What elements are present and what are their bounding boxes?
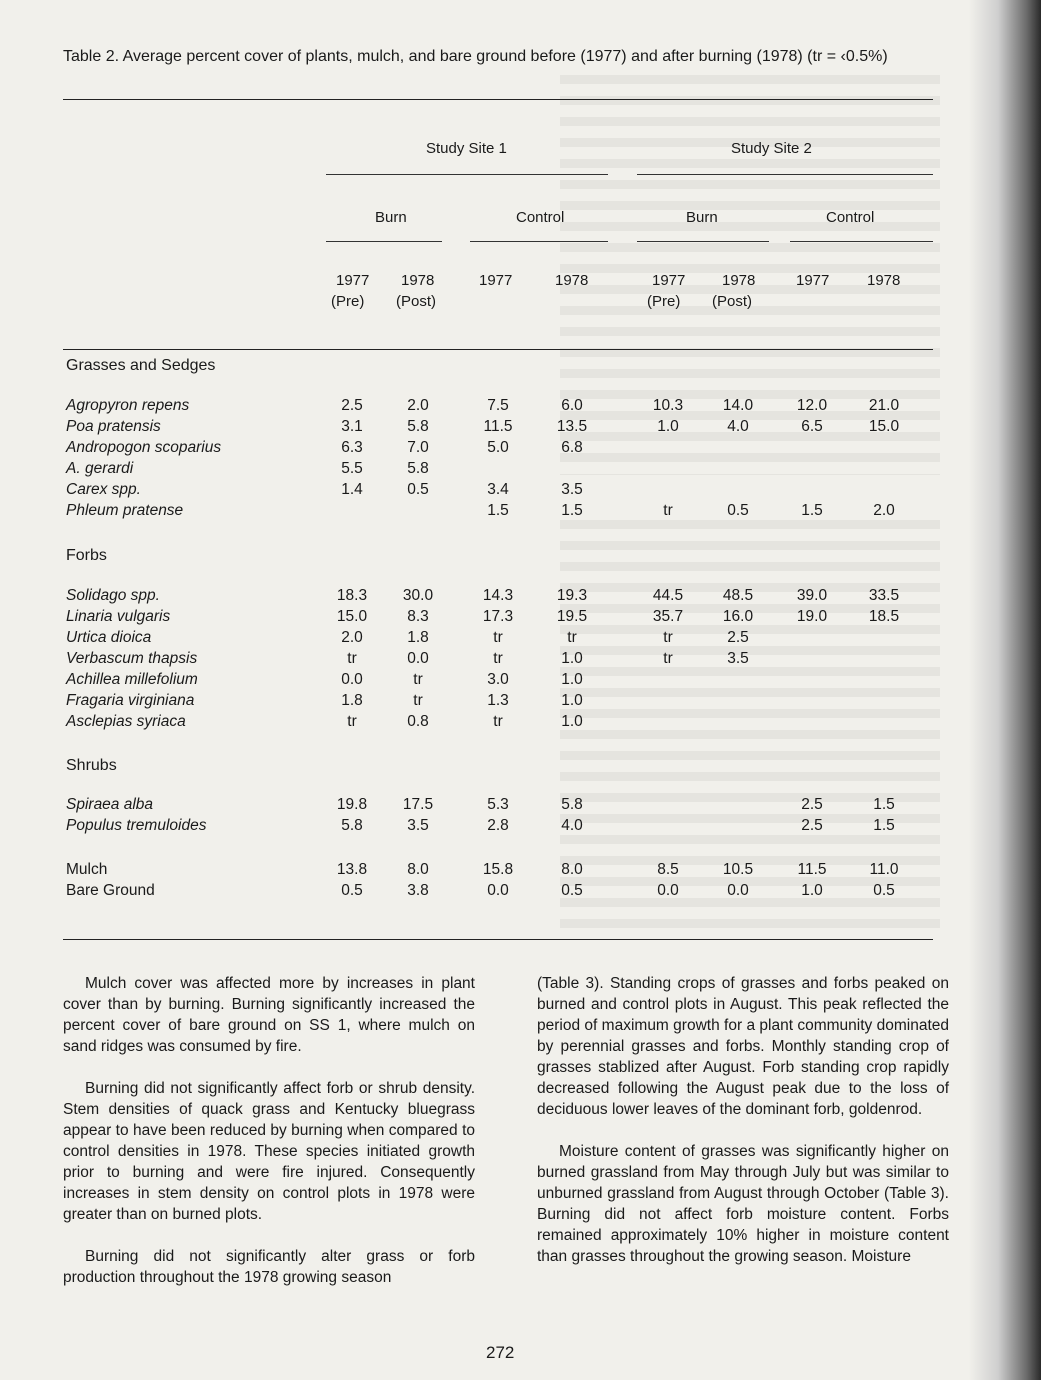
table-cell: 19.0 (796, 608, 828, 625)
burn1-underline (326, 241, 442, 242)
table-cell: 6.8 (561, 439, 583, 456)
table-cell: 6.3 (341, 439, 363, 456)
table-cell: 3.8 (407, 882, 429, 899)
table-cell: 1.8 (341, 692, 363, 709)
table-cell: 3.5 (727, 650, 749, 667)
table-cell: 1.5 (801, 502, 823, 519)
table-cell: 0.8 (407, 713, 429, 730)
table-cell: 4.0 (561, 817, 583, 834)
table-cell: 1.5 (873, 817, 895, 834)
table-row (0, 439, 1041, 460)
row-label: Phleum pratense (66, 502, 184, 519)
table-cell: 19.3 (556, 587, 588, 604)
table-cell: 0.5 (727, 502, 749, 519)
site2-underline (637, 174, 933, 175)
table-row (0, 397, 1041, 418)
table-row (0, 882, 1041, 903)
table-cell: 33.5 (868, 587, 900, 604)
left-column-text (63, 973, 475, 1309)
table-cell: tr (347, 650, 357, 667)
table-cell: 3.4 (487, 481, 509, 498)
table-cell: 39.0 (796, 587, 828, 604)
row-label: Andropogon scoparius (66, 439, 222, 456)
control1-underline (470, 241, 608, 242)
page-number: 272 (486, 1343, 515, 1362)
table-cell: 3.0 (487, 671, 509, 688)
row-label: Fragaria virginiana (66, 692, 195, 709)
table-cell: 5.5 (341, 460, 363, 477)
table-cell: 13.8 (336, 861, 368, 878)
table-cell: 2.0 (873, 502, 895, 519)
section-shrubs: Shrubs (66, 757, 117, 774)
table-caption: Table 2. Average percent cover of plants, mulch, and bare ground before (1977) and after burning (1978) (tr = ‹0.5%) (63, 48, 888, 65)
row-label: Carex spp. (66, 481, 141, 498)
label-pre-site2: (Pre) (647, 293, 681, 310)
header-control-site1: Control (516, 209, 565, 226)
table-cell: 0.0 (341, 671, 363, 688)
header-burn-site2: Burn (686, 209, 718, 226)
table-cell: 4.0 (727, 418, 749, 435)
header-burn-site1: Burn (375, 209, 407, 226)
table-cell: 10.5 (722, 861, 754, 878)
label-post-site2: (Post) (712, 293, 753, 310)
table-cell: 15.8 (482, 861, 514, 878)
header-study-site-1: Study Site 1 (426, 140, 507, 157)
table-cell: 19.8 (336, 796, 368, 813)
table-cell: 1.5 (873, 796, 895, 813)
year-1978-control2: 1978 (867, 272, 901, 289)
table-cell: 1.0 (561, 713, 583, 730)
table-cell: 7.0 (407, 439, 429, 456)
table-cell: 8.0 (561, 861, 583, 878)
table-cell: 17.5 (402, 796, 434, 813)
table-cell: 12.0 (796, 397, 828, 414)
table-cell: 11.0 (869, 861, 899, 878)
table-cell: 0.0 (727, 882, 749, 899)
row-label: Agropyron repens (66, 397, 190, 414)
table-cell: 5.8 (407, 460, 429, 477)
year-1978-burn2: 1978 (722, 272, 756, 289)
table-cell: tr (663, 650, 673, 667)
table-cell: 1.0 (657, 418, 679, 435)
left-paragraph: Burning did not significantly affect forb or shrub density. Stem densities of quack grass and Kentucky bluegrass appear to have been reduced by burning when compared to control densities in 1978. These species initiated growth prior to burning and were fire injured. Consequently increases in stem density on control plots in 1978 were greater than on burned plots. (63, 1080, 475, 1223)
table-cell: 1.0 (561, 692, 583, 709)
table-cell: 0.0 (657, 882, 679, 899)
table-cell: 1.0 (801, 882, 823, 899)
table-cell: 1.4 (341, 481, 363, 498)
row-label: Verbascum thapsis (66, 650, 198, 667)
right-paragraph: (Table 3). Standing crops of grasses and forbs peaked on burned and control plots in August. This peak reflected the period of maximum growth for a plant community dominated by perennial grasses and forbs. Monthly standing crop of grasses stablized after August. Forb standing crop rapidly decreased following the August peak due to the loss of deciduous lower leaves of the dominant forb, goldenrod. (537, 975, 949, 1118)
table-cell: tr (493, 650, 503, 667)
row-label: Spiraea alba (66, 796, 154, 813)
table-row (0, 502, 1041, 523)
table-cell: 1.0 (561, 650, 583, 667)
table-cell: 5.8 (561, 796, 583, 813)
year-1978-burn1: 1978 (401, 272, 435, 289)
table-cell: 3.5 (407, 817, 429, 834)
table-cell: 14.3 (482, 587, 514, 604)
table-cell: 7.5 (487, 397, 509, 414)
table-row (0, 608, 1041, 629)
year-1978-control1: 1978 (555, 272, 589, 289)
table-cell: 0.0 (487, 882, 509, 899)
label-post-site1: (Post) (396, 293, 437, 310)
table-cell: 2.5 (801, 817, 823, 834)
table-row (0, 650, 1041, 671)
table-cell: 0.5 (561, 882, 583, 899)
table-cell: 1.0 (561, 671, 583, 688)
section-forbs: Forbs (66, 547, 107, 564)
table-cell: 8.5 (657, 861, 679, 878)
row-label: Solidago spp. (66, 587, 160, 604)
table-cell: tr (567, 629, 577, 646)
table-cell: 11.5 (797, 861, 827, 878)
label-pre-site1: (Pre) (331, 293, 365, 310)
table-row (0, 671, 1041, 692)
table-cell: 1.5 (561, 502, 583, 519)
table-cell: 8.0 (407, 861, 429, 878)
header-control-site2: Control (826, 209, 875, 226)
table-cell: 6.0 (561, 397, 583, 414)
header-bottom-rule (63, 349, 933, 350)
row-label: Urtica dioica (66, 629, 152, 646)
table-cell: 15.0 (868, 418, 900, 435)
section-grasses-sedges: Grasses and Sedges (66, 357, 216, 374)
table-row (0, 713, 1041, 734)
table-cell: 35.7 (652, 608, 684, 625)
table-row (0, 692, 1041, 713)
table-cell: 2.0 (341, 629, 363, 646)
table-cell: tr (663, 629, 673, 646)
table-cell: 0.5 (341, 882, 363, 899)
left-paragraph: Burning did not significantly alter grass or forb production throughout the 1978 growing season (63, 1248, 475, 1286)
table-cell: 3.1 (341, 418, 363, 435)
table-top-rule (63, 99, 933, 100)
row-label: Bare Ground (66, 882, 155, 899)
table-row (0, 481, 1041, 502)
control2-underline (790, 241, 933, 242)
table-cell: 15.0 (336, 608, 368, 625)
row-label: A. gerardi (66, 460, 134, 477)
table-cell: 5.3 (487, 796, 509, 813)
row-label: Poa pratensis (66, 418, 161, 435)
table-row (0, 587, 1041, 608)
table-cell: 1.8 (407, 629, 429, 646)
header-study-site-2: Study Site 2 (731, 140, 812, 157)
table-cell: 0.5 (873, 882, 895, 899)
table-cell: tr (413, 671, 423, 688)
site1-underline (326, 174, 608, 175)
year-1977-burn2: 1977 (652, 272, 686, 289)
table-cell: 10.3 (652, 397, 684, 414)
table-cell: 2.5 (341, 397, 363, 414)
table-cell: 5.0 (487, 439, 509, 456)
row-label: Achillea millefolium (66, 671, 198, 688)
table-cell: 5.8 (341, 817, 363, 834)
table-cell: 17.3 (482, 608, 514, 625)
row-label: Populus tremuloides (66, 817, 207, 834)
table-cell: 11.5 (483, 418, 513, 435)
table-cell: 8.3 (407, 608, 429, 625)
burn2-underline (637, 241, 769, 242)
table-cell: 18.5 (868, 608, 900, 625)
table-cell: 13.5 (556, 418, 588, 435)
table-row (0, 861, 1041, 882)
table-cell: 2.8 (487, 817, 509, 834)
table-cell: 6.5 (801, 418, 823, 435)
table-cell: tr (413, 692, 423, 709)
table-cell: 19.5 (556, 608, 588, 625)
year-1977-control1: 1977 (479, 272, 513, 289)
table-row (0, 460, 1041, 481)
table-row (0, 629, 1041, 650)
table-cell: 18.3 (336, 587, 368, 604)
table-cell: 0.5 (407, 481, 429, 498)
table-cell: 2.0 (407, 397, 429, 414)
year-1977-control2: 1977 (796, 272, 830, 289)
table-cell: 0.0 (407, 650, 429, 667)
table-cell: 2.5 (801, 796, 823, 813)
table-cell: tr (663, 502, 673, 519)
table-cell: 21.0 (868, 397, 900, 414)
table-cell: 48.5 (722, 587, 754, 604)
table-cell: 2.5 (727, 629, 749, 646)
right-column-text (537, 973, 949, 1288)
row-label: Asclepias syriaca (66, 713, 186, 730)
table-cell: 30.0 (402, 587, 434, 604)
table-cell: tr (347, 713, 357, 730)
row-label: Mulch (66, 861, 108, 878)
year-1977-burn1: 1977 (336, 272, 370, 289)
table-cell: 14.0 (722, 397, 754, 414)
table-bottom-rule (63, 939, 933, 940)
table-cell: 44.5 (652, 587, 684, 604)
table-row (0, 796, 1041, 817)
table-row (0, 817, 1041, 838)
table-row (0, 418, 1041, 439)
right-paragraph: Moisture content of grasses was significantly higher on burned grassland from May through July but was similar to unburned grassland from August through October (Table 3). Burning did not affect forb moisture content. Forbs remained approximately 10% higher in moisture content than grasses throughout the growing season. Moisture (537, 1143, 949, 1265)
table-cell: 16.0 (722, 608, 754, 625)
table-cell: 3.5 (561, 481, 583, 498)
left-paragraph: Mulch cover was affected more by increases in plant cover than by burning. Burning significantly increased the percent cover of bare ground on SS 1, where mulch on sand ridges was consumed by fire. (63, 975, 475, 1055)
table-cell: tr (493, 629, 503, 646)
row-label: Linaria vulgaris (66, 608, 171, 625)
table-cell: 5.8 (407, 418, 429, 435)
table-cell: tr (493, 713, 503, 730)
table-cell: 1.5 (487, 502, 509, 519)
table-cell: 1.3 (487, 692, 509, 709)
